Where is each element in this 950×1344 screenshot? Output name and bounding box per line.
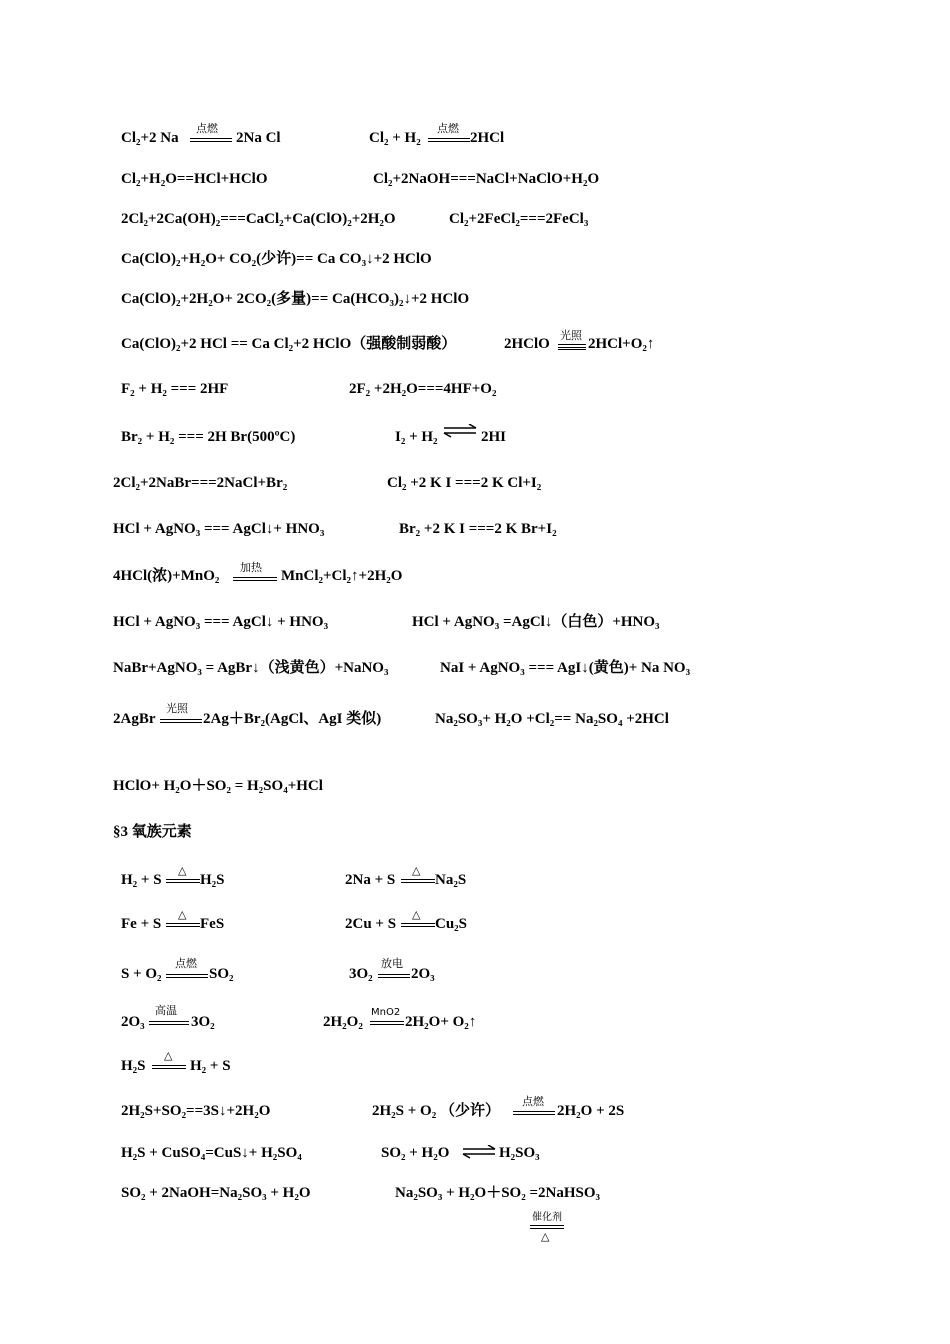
eq-h2s-decomp: H₂S: [121, 1058, 146, 1074]
eq-hcl-agno3-2: HCl + AgNO₃ === AgCl↓ + HNO₃: [113, 614, 329, 630]
section-heading: §3 氧族元素: [113, 824, 192, 840]
eq-i2-h2: I₂ + H₂: [395, 429, 438, 445]
equals-arrow: [401, 923, 435, 927]
eq-so2-h2o: SO₂ + H₂O: [381, 1145, 450, 1161]
cond-catalyst: 催化剂: [532, 1212, 562, 1223]
eq-h2s-so2: 2H₂S+SO₂==3S↓+2H₂O: [121, 1103, 271, 1119]
equals-arrow: [513, 1111, 555, 1115]
eq-h2s-cuso4: H₂S + CuSO₄=CuS↓+ H₂SO₄: [121, 1145, 302, 1161]
eq-s-o2: S + O₂: [121, 966, 162, 982]
equals-arrow: [370, 1021, 404, 1025]
eq-o2-discharge-product: 2O₃: [411, 966, 435, 982]
eq-cl2-na: Cl₂+2 Na: [121, 130, 179, 146]
eq-fe-s-product: FeS: [200, 916, 225, 932]
eq-s-o2-product: SO₂: [209, 966, 234, 982]
eq-h2-s: H₂ + S: [121, 872, 162, 888]
delta-icon: △: [164, 1049, 173, 1062]
cond-ignite: 点燃: [175, 957, 197, 970]
eq-caclo2-hcl: Ca(ClO)₂+2 HCl == Ca Cl₂+2 HClO（强酸制弱酸）: [121, 336, 457, 352]
cond-light: 光照: [166, 702, 188, 715]
equals-arrow: [530, 1225, 564, 1229]
eq-nai-agno3: NaI + AgNO₃ === AgI↓(黄色)+ Na NO₃: [440, 660, 691, 676]
equals-arrow: [428, 138, 470, 142]
eq-f2-h2o: 2F₂ +2H₂O===4HF+O₂: [349, 381, 497, 397]
eq-o2-discharge: 3O₂: [349, 966, 373, 982]
eq-caclo2-co2-excess: Ca(ClO)₂+2H₂O+ 2CO₂(多量)== Ca(HCO₃)₂↓+2 HClO: [121, 291, 470, 307]
eq-cl2-fecl2: Cl₂+2FeCl₂===2FeCl₃: [449, 211, 589, 227]
eq-cl2-caoh2: 2Cl₂+2Ca(OH)₂===CaCl₂+Ca(ClO)₂+2H₂O: [121, 211, 396, 227]
cond-light: 光照: [560, 329, 582, 342]
eq-na2so3-cl2: Na₂SO₃+ H₂O +Cl₂== Na₂SO₄ +2HCl: [435, 711, 669, 727]
eq-hclo-decomp: 2HClO: [504, 336, 550, 352]
equals-arrow: [149, 1021, 189, 1025]
eq-caclo2-co2-little: Ca(ClO)₂+H₂O+ CO₂(少许)== Ca CO₃↓+2 HClO: [121, 251, 432, 267]
eq-cl2-h2-product: 2HCl: [470, 130, 505, 146]
eq-hclo-so2: HClO+ H₂O＋SO₂ = H₂SO₄+HCl: [113, 778, 323, 794]
equals-arrow: [166, 879, 200, 883]
equals-arrow: [378, 974, 410, 978]
equals-arrow: [166, 974, 208, 978]
delta-icon: △: [178, 864, 187, 877]
reversible-arrow-icon: [443, 424, 477, 438]
eq-h2-s-product: H₂S: [200, 872, 225, 888]
cond-heat: 加热: [240, 561, 262, 574]
equals-arrow-line: [558, 349, 586, 351]
eq-o3: 2O₃: [121, 1014, 145, 1030]
eq-h2o2-product: 2H₂O+ O₂↑: [405, 1014, 477, 1030]
cond-ignite: 点燃: [196, 122, 218, 135]
delta-icon: △: [412, 864, 421, 877]
eq-br2-h2: Br₂ + H₂ === 2H Br(500ºC): [121, 429, 296, 445]
eq-h2o2: 2H₂O₂: [323, 1014, 363, 1030]
cond-ignite: 点燃: [437, 122, 459, 135]
eq-so2-naoh: SO₂ + 2NaOH=Na₂SO₃ + H₂O: [121, 1185, 311, 1201]
eq-agbr-decomp: 2AgBr: [113, 711, 156, 727]
eq-hcl-mno2: 4HCl(浓)+MnO₂: [113, 568, 220, 584]
equals-arrow: [558, 344, 586, 348]
eq-hcl-agno3-white: HCl + AgNO₃ =AgCl↓（白色）+HNO₃: [412, 614, 660, 630]
eq-fe-s: Fe + S: [121, 916, 162, 932]
equals-arrow: [152, 1065, 186, 1069]
eq-na-s: 2Na + S: [345, 872, 396, 888]
cond-discharge: 放电: [381, 957, 403, 970]
equals-arrow: [166, 923, 200, 927]
eq-h2s-o2-product: 2H₂O + 2S: [557, 1103, 625, 1119]
eq-cu-s-product: Cu₂S: [435, 916, 468, 932]
eq-hclo-product: 2HCl+O₂↑: [588, 336, 655, 352]
eq-h2s-o2: 2H₂S + O₂ （少许）: [372, 1103, 500, 1119]
eq-i2-h2-product: 2HI: [481, 429, 507, 445]
eq-f2-h2: F₂ + H₂ === 2HF: [121, 381, 229, 397]
eq-nabr-agno3: NaBr+AgNO₃ = AgBr↓（浅黄色）+NaNO₃: [113, 660, 389, 676]
equals-arrow: [233, 577, 277, 581]
eq-na-s-product: Na₂S: [435, 872, 467, 888]
eq-hcl-agno3: HCl + AgNO₃ === AgCl↓+ HNO₃: [113, 521, 325, 537]
equals-arrow: [160, 719, 202, 723]
eq-h2s-decomp-product: H₂ + S: [190, 1058, 231, 1074]
reversible-arrow-icon: [462, 1145, 496, 1159]
equals-arrow: [401, 879, 435, 883]
eq-cl2-na-product: 2Na Cl: [236, 130, 281, 146]
delta-icon: △: [178, 908, 187, 921]
eq-hcl-mno2-product: MnCl₂+Cl₂↑+2H₂O: [281, 568, 403, 584]
eq-so2-h2o-product: H₂SO₃: [499, 1145, 540, 1161]
cond-ignite: 点燃: [522, 1095, 544, 1108]
eq-cl2-ki: Cl₂ +2 K I ===2 K Cl+I₂: [387, 475, 542, 491]
equals-arrow: [190, 138, 232, 142]
eq-na2so3-so2: Na₂SO₃ + H₂O＋SO₂ =2NaHSO₃: [395, 1185, 601, 1201]
eq-cl2-h2o: Cl₂+H₂O==HCl+HClO: [121, 171, 268, 187]
eq-cl2-h2: Cl₂ + H₂: [369, 130, 421, 146]
delta-icon: △: [541, 1230, 550, 1243]
eq-cl2-naoh: Cl₂+2NaOH===NaCl+NaClO+H₂O: [373, 171, 600, 187]
cond-high-temp: 高温: [155, 1004, 177, 1017]
eq-cl2-nabr: 2Cl₂+2NaBr===2NaCl+Br₂: [113, 475, 288, 491]
eq-br2-ki: Br₂ +2 K I ===2 K Br+I₂: [399, 521, 557, 537]
cond-mno2: MnO2: [371, 1007, 401, 1018]
eq-o3-product: 3O₂: [191, 1014, 215, 1030]
eq-cu-s: 2Cu + S: [345, 916, 397, 932]
delta-icon: △: [412, 908, 421, 921]
eq-agbr-product: 2Ag＋Br₂(AgCl、AgI 类似): [203, 711, 382, 727]
